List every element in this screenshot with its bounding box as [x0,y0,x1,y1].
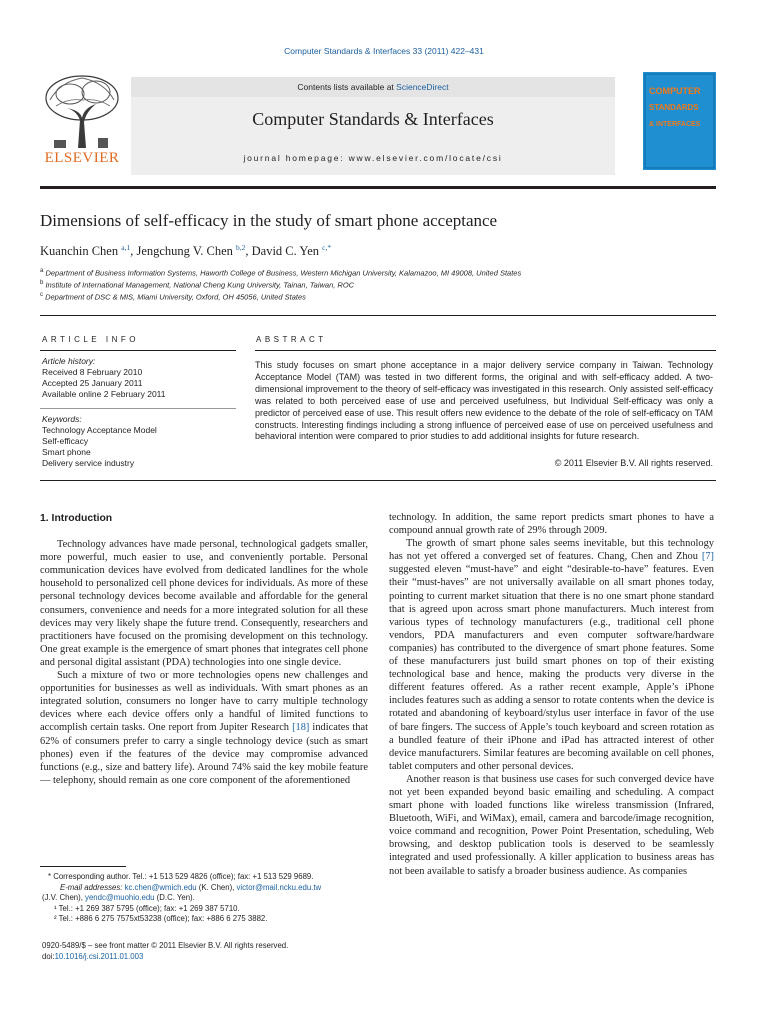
keywords-list [42,425,157,469]
keywords-label: Keywords: [42,414,82,424]
email-note-cont: (J.V. Chen), yendc@muohio.edu (D.C. Yen). [42,893,195,903]
keyword: Self-efficacy [42,436,89,446]
affiliation: $^a$ Department of Business Information Systems, Haworth College of Business, Western Michigan University, Kalamazoo, MI 49008, United States [40,268,522,278]
cover-line-1: COMPUTER [649,86,701,96]
doi-link[interactable]: 10.1016/j.csi.2011.01.003 [54,952,144,961]
paragraph: Such a mixture of two or more technologies opens new challenges and opportunities for businesses as well as individuals. With smart phones as an integrated solution, consumers no longer have to carry multiple technology devices where each device offers only a handful of limited functions to accomplish certain tasks. One report from Jupiter Research [18] indicates that 62% of consumers prefer to carry a single technology device (such as smart phones) even if the features of the device may compromise advanced functions (e.g., size and battery life). Around 74% said the key mobile feature — telephony, should remain as one core component of the aforementioned [40,670,368,786]
abstract-heading: ABSTRACT [256,335,327,344]
footnote-2: ² Tel.: +886 6 275 7575xt53238 (office); fax: +886 6 275 3882. [54,914,268,924]
email-link[interactable]: victor@mail.ncku.edu.tw [236,882,322,892]
history-label: Article history: [42,356,96,366]
keyword: Smart phone [42,447,91,457]
article-info-rule [40,350,236,351]
email-link[interactable]: yendc@muohio.edu [85,893,155,903]
journal-title: Computer Standards & Interfaces [252,109,494,129]
author-superscript[interactable]: a,1 [121,243,131,252]
author-list: Kuanchin Chen $^{a,1}$, Jengchung V. Chen $^{b,2}$, David C. Yen $^{c,*}$ [40,243,332,259]
header-rule [40,186,716,189]
paragraph: Another reason is that business use cases for such converged device have not yet been expanded beyond basic emailing and scheduling. A compact smart phone with loaded functions like wireless transmission (Infrared, Bluetooth, WiFi, and WiMax), email, camera and barcode/image recognition, voice command and recognition, Power Point Presentation, scheduling, Web browsing, and desktop publication tools is deserved to be seamlessly integrated and used professionally. A killer application to business areas has not been available to satisfy a broader business audience. As companies [389,773,714,877]
author-superscript[interactable]: c,* [322,243,332,252]
citation-link[interactable]: [18] [292,722,310,734]
author-name: Jengchung V. Chen [136,244,233,259]
contents-line [131,77,615,97]
corresponding-author-note: * Corresponding author. Tel.: +1 513 529 4826 (office); fax: +1 513 529 9689. [48,872,314,881]
abstract-bottom-rule [40,480,716,481]
paragraph: technology. In addition, the same report predicts smart phones to have a compound annual growth rate of 29% through 2009. [389,512,714,537]
paragraph: Technology advances have made personal, technological gadgets smaller, more powerful, much easier to use, and conveniently portable. Personal communication devices have evolved from dedicated landlines for the whole household to personalized cell phone devices for individuals. As more of these personal technology devices become available and affordable for the general consumers, convenience and needs for a more integrated solution for all these devices may very likely shape the future trend. Consequently, researchers and practitioners have focused on the promising development on this technology. One great example is the emergence of smart phones that integrates cell phone and personal digital assistant (PDA) technologies into one single device. [40,539,368,668]
abstract-rule [255,350,716,351]
keyword: Delivery service industry [42,458,135,468]
author-superscript[interactable]: b,2 [236,243,246,252]
journal-reference[interactable]: Computer Standards & Interfaces 33 (2011) 422–431 [284,46,484,56]
history-list: Received 8 February 2010 Accepted 25 January 2011 Available online 2 February 2011 [42,367,166,399]
keywords-rule [40,408,236,409]
abstract-text: This study focuses on smart phone acceptance in a major delivery service company in Taiwan. Technology Acceptance Model (TAM) was tested in two different forms, the original and with self-efficacy added. A two-dimensional improvement to the theory of self-efficacy was investigated in this research. Only assisted self-efficacy was related to both perceived ease of use and perceived usefulness, but Individual Self-efficacy was only a predictor of perceived ease of use. This result offers new evidence to the debate of the role of self-efficacy on TAM constructs. Interesting findings including a strong influence of perceived ease of use on perceived usefulness and behavioral intention were compared to prior studies to add additional insights for future research. [255,360,713,442]
abstract-copyright: © 2011 Elsevier B.V. All rights reserved. [554,458,713,468]
journal-homepage[interactable]: journal homepage: www.elsevier.com/locate/csi [243,153,503,163]
doi-line: doi:10.1016/j.csi.2011.01.003 [42,952,144,961]
body-right-column [389,511,714,878]
keyword: Technology Acceptance Model [42,425,157,435]
paper-title: Dimensions of self-efficacy in the study of smart phone acceptance [40,211,498,230]
affiliation: $^b$ Institute of International Management, National Cheng Kung University, Tainan, Taiwan, ROC [40,280,355,290]
email-note: E-mail addresses: kc.chen@wmich.edu (K. Chen), victor@mail.ncku.edu.tw [60,882,322,892]
footnotes [42,872,368,925]
issn-line: 0920-5489/$ – see front matter © 2011 Elsevier B.V. All rights reserved. [42,941,289,950]
footnote-rule [40,866,126,867]
author-name: David C. Yen [251,244,319,259]
paragraph: The growth of smart phone sales seems inevitable, but this technology has not yet offered a converged set of features. Chang, Chen and Zhou [7] suggested eleven “must-have” and eight “desirable-to-have” features. Even their “must-haves” are not universally available on all smart phones today, pointing to current market situation that there is no one smart phone standard that is agreed upon across smart phone manufacturers. Much interest from various types of technology manufacturers (e.g., traditional cell phone vendors, PDA manufacturers and even computer software/hardware companies) has contributed to the divergence of smart phone features. Some of these manufacturers just build smart phones on top of their existing technological base and hence, making the products very diverse in the different features offered. As a rather recent example, Apple’s iPhone includes features such as adding a sensor to rotate contents when the device is rotated and abandoning of keyboard/stylus user interface in favor of the use of bare fingers. The success of Apple’s touch keyboard and screen rotation as a bundled feature of their iPhone and iPad has attracted interest of other device manufacturers. Similar features are becoming available on cell phones, tablet computers and other personal devices. [389,538,714,772]
cover-line-2: STANDARDS [649,103,699,112]
journal-cover-image [643,72,716,170]
sciencedirect-link[interactable]: ScienceDirect [396,82,449,92]
body-left-column [40,512,368,787]
footnote-1: ¹ Tel.: +1 269 387 5795 (office); fax: +1 269 387 5710. [54,903,240,913]
section-heading: 1. Introduction [40,513,113,524]
front-matter-note [42,940,288,962]
cover-line-3: & INTERFACES [649,121,701,128]
publisher-wordmark: ELSEVIER [44,150,120,166]
title-rule [40,315,716,316]
contents-prefix: Contents lists available at [297,82,397,92]
article-info-heading: ARTICLE INFO [42,335,139,344]
email-link[interactable]: kc.chen@wmich.edu [124,882,197,892]
citation-link[interactable]: [7] [701,551,714,563]
affiliation: $^c$ Department of DSC & MIS, Miami University, Oxford, OH 45056, United States [40,292,306,302]
author-name: Kuanchin Chen [40,244,119,259]
